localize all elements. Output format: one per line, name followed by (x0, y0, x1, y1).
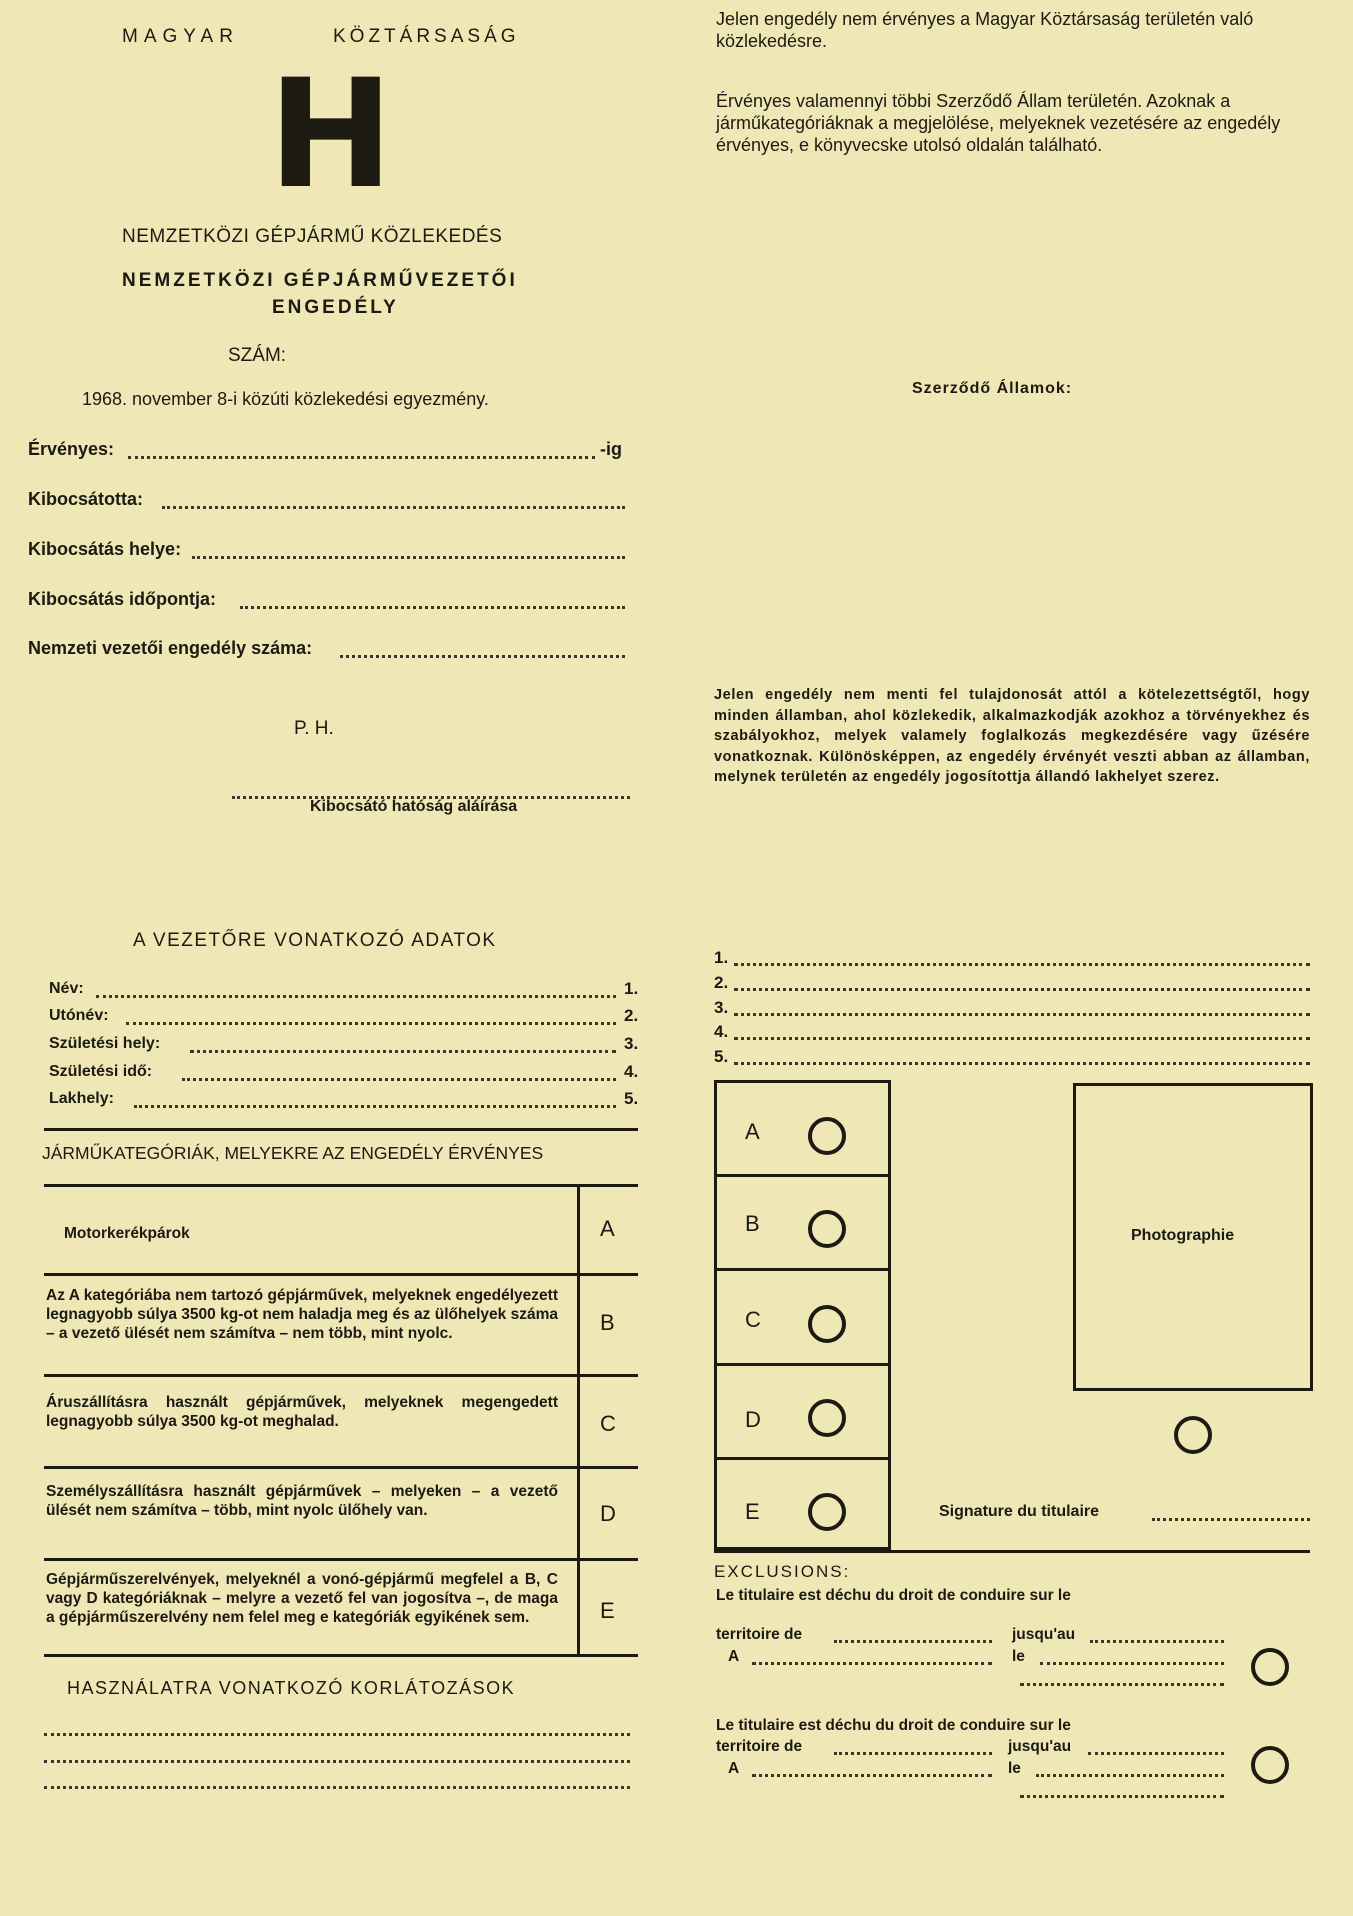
contracting-states-label: Szerződő Államok: (912, 380, 1073, 397)
stamp-circle-b[interactable] (808, 1210, 846, 1248)
holder-signature-dots[interactable] (1152, 1518, 1310, 1521)
exclusion-text-2: Le titulaire est déchu du droit de conduire sur le (716, 1717, 1071, 1734)
stamp-grid-rule-3 (717, 1363, 888, 1366)
numbered-line-4-dots[interactable] (734, 1037, 1310, 1040)
exclusion-1-a-label: A (728, 1648, 740, 1665)
category-a-letter: A (600, 1216, 615, 1241)
driver-field-residence: Lakhely: (49, 1090, 114, 1107)
exclusion-2-a-label: A (728, 1760, 740, 1777)
obligation-text: Jelen engedély nem menti fel tulajdonosát attól a kötelezettségtől, hogy minden államban, ahol közlekedik, alkalmazkodják azokhoz a törvényekhez és szabályokhoz, melyek valamely foglalkozás megkezdésére vagy űzésére vonatkoznak. Különösképpen, az engedély érvényét veszti abban az államban, melynek területén az engedély jogosítottja állandó lakhelyet szerez. (714, 687, 1310, 785)
numbered-line-4: 4. (714, 1022, 729, 1041)
driver-field-birthdate-dots[interactable] (182, 1078, 616, 1081)
issue-field-national-licence: Nemzeti vezetői engedély száma: (28, 638, 313, 658)
exclusion-1-territory-dots[interactable] (834, 1640, 992, 1643)
holder-signature-label: Signature du titulaire (939, 1503, 1100, 1520)
driver-field-birthdate-num: 4. (624, 1062, 639, 1081)
category-d-letter: D (600, 1501, 616, 1526)
convention-text: 1968. november 8-i közúti közlekedési egyezmény. (82, 389, 489, 409)
exclusions-title: EXCLUSIONS: (714, 1562, 851, 1581)
exclusion-2-until-dots[interactable] (1088, 1752, 1224, 1755)
issue-field-place-dots[interactable] (192, 556, 625, 559)
exclusion-2-extra-dots[interactable] (1020, 1795, 1224, 1798)
country-word-2: KÖZTÁRSASÁG (333, 26, 520, 47)
stamp-grid-rule-1 (717, 1174, 888, 1177)
validity-text-1: Jelen engedély nem érvényes a Magyar Köztársaság területén való közlekedésre. (716, 9, 1254, 51)
exclusion-1-territory-label: territoire de (716, 1626, 803, 1643)
issue-field-national-licence-dots[interactable] (340, 655, 625, 658)
category-c-letter: C (600, 1411, 616, 1436)
driver-field-birthplace: Születési hely: (49, 1035, 161, 1052)
restrictions-line-1[interactable] (44, 1733, 630, 1736)
exclusion-1-stamp-circle (1251, 1648, 1289, 1686)
issue-field-valid-dots[interactable] (128, 456, 595, 459)
category-rule-1 (44, 1273, 638, 1276)
issue-field-valid-suffix: -ig (600, 439, 622, 459)
country-word-1: MAGYAR (122, 26, 239, 47)
exclusion-text-1: Le titulaire est déchu du droit de conduire sur le (716, 1587, 1071, 1604)
category-rule-3 (44, 1466, 638, 1469)
restrictions-title: HASZNÁLATRA VONATKOZÓ KORLÁTOZÁSOK (67, 1678, 516, 1698)
issue-field-date: Kibocsátás időpontja: (28, 589, 217, 609)
numbered-line-5-dots[interactable] (734, 1062, 1310, 1065)
exclusion-2-a-dots[interactable] (752, 1774, 992, 1777)
exclusion-2-le-dots[interactable] (1036, 1774, 1224, 1777)
numbered-line-2-dots[interactable] (734, 988, 1310, 991)
exclusion-2-until-label: jusqu'au (1008, 1738, 1072, 1755)
stamp-circle-e[interactable] (808, 1493, 846, 1531)
numbered-line-3-dots[interactable] (734, 1013, 1310, 1016)
category-b-letter: B (600, 1310, 615, 1335)
category-d-text: Személyszállításra használt gépjárművek – melyeken – a vezető ülését nem számítva – több, mint nyolc ülőhely van. (46, 1483, 558, 1519)
categories-top-rule (44, 1128, 638, 1131)
numbered-line-2: 2. (714, 973, 729, 992)
category-rule-5 (44, 1654, 638, 1657)
exclusion-2-stamp-circle (1251, 1746, 1289, 1784)
exclusion-1-until-dots[interactable] (1090, 1640, 1224, 1643)
stamp-letter-d: D (745, 1407, 761, 1432)
stamp-circle-a[interactable] (808, 1117, 846, 1155)
stamp-letter-b: B (745, 1211, 760, 1236)
exclusion-1-until-label: jusqu'au (1012, 1626, 1076, 1643)
driver-field-firstname-dots[interactable] (126, 1022, 616, 1025)
driver-field-birthdate: Születési idő: (49, 1063, 153, 1080)
category-b-text: Az A kategóriába nem tartozó gépjárművek, melyeknek engedélyezett legnagyobb súlya 3500 kg-ot nem haladja meg és az ülőhelyek száma – a vezető ülését nem számítva – nem több, mint nyolc. (46, 1287, 558, 1342)
stamp-circle-c[interactable] (808, 1305, 846, 1343)
category-rule-4 (44, 1558, 638, 1561)
category-e-letter: E (600, 1598, 615, 1623)
permit-title-line-1: NEMZETKÖZI GÉPJÁRMŰVEZETŐI (122, 270, 518, 291)
stamp-circle-d[interactable] (808, 1399, 846, 1437)
exclusion-1-le-label: le (1012, 1648, 1025, 1665)
driver-section-title: A VEZETŐRE VONATKOZÓ ADATOK (133, 930, 497, 951)
driver-field-name-num: 1. (624, 979, 639, 998)
issue-field-valid: Érvényes: (28, 439, 115, 459)
country-letter: H (268, 48, 394, 222)
traffic-title: NEMZETKÖZI GÉPJÁRMŰ KÖZLEKEDÉS (122, 226, 503, 247)
numbered-line-5: 5. (714, 1047, 729, 1066)
exclusion-2-territory-dots[interactable] (834, 1752, 992, 1755)
exclusion-2-territory-label: territoire de (716, 1738, 803, 1755)
permit-title-line-2: ENGEDÉLY (272, 297, 399, 318)
issue-field-issuer-dots[interactable] (162, 506, 625, 509)
numbered-line-1: 1. (714, 948, 729, 967)
stamp-letter-e: E (745, 1499, 760, 1524)
category-a-text: Motorkerékpárok (64, 1225, 190, 1242)
stamp-letter-c: C (745, 1307, 761, 1332)
exclusion-1-le-dots[interactable] (1040, 1662, 1224, 1665)
driver-field-firstname: Utónév: (49, 1007, 109, 1024)
issuer-signature-label: Kibocsátó hatóság aláírása (310, 798, 518, 815)
category-rule-0 (44, 1184, 638, 1187)
stamp-grid-rule-4 (717, 1457, 888, 1460)
exclusion-1-extra-dots[interactable] (1020, 1683, 1224, 1686)
restrictions-line-3[interactable] (44, 1786, 630, 1789)
stamp-ph: P. H. (294, 718, 334, 739)
photograph-label: Photographie (1131, 1227, 1235, 1244)
stamp-grid-rule-2 (717, 1268, 888, 1271)
driver-field-residence-num: 5. (624, 1089, 639, 1108)
restrictions-line-2[interactable] (44, 1760, 630, 1763)
numbered-line-1-dots[interactable] (734, 963, 1310, 966)
category-rule-2 (44, 1374, 638, 1377)
issue-field-place: Kibocsátás helye: (28, 539, 182, 559)
exclusion-2-le-label: le (1008, 1760, 1021, 1777)
category-column-divider (577, 1184, 580, 1656)
permit-number-label: SZÁM: (228, 345, 287, 366)
issue-field-issuer: Kibocsátotta: (28, 489, 144, 509)
driver-field-firstname-num: 2. (624, 1006, 639, 1025)
category-c-text: Áruszállításra használt gépjárművek, melyeknek megengedett legnagyobb súlya 3500 kg-ot meghalad. (46, 1394, 558, 1430)
category-e-text: Gépjárműszerelvények, melyeknél a vonó-gépjármű megfelel a B, C vagy D kategóriáknak – melyre a vezető fel van jogosítva –, de maga a gépjárműszerelvény nem felel meg e kategóriák egyikének sem. (46, 1571, 558, 1626)
driver-field-birthplace-num: 3. (624, 1034, 639, 1053)
driver-field-residence-dots[interactable] (134, 1105, 616, 1108)
photo-stamp-circle (1174, 1416, 1212, 1454)
driver-field-birthplace-dots[interactable] (190, 1050, 616, 1053)
numbered-line-3: 3. (714, 998, 729, 1017)
issue-field-date-dots[interactable] (240, 606, 625, 609)
validity-text-2: Érvényes valamennyi többi Szerződő Állam területén. Azoknak a járműkategóriáknak a megjelölése, melyeknek vezetésére az engedély érvényes, e könyvecske utolsó oldalán található. (716, 91, 1281, 155)
stamp-letter-a: A (745, 1119, 760, 1144)
driver-field-name: Név: (49, 980, 84, 997)
exclusion-1-a-dots[interactable] (752, 1662, 992, 1665)
driver-field-name-dots[interactable] (96, 995, 616, 998)
category-stamp-grid (714, 1080, 891, 1550)
categories-section-title: JÁRMŰKATEGÓRIÁK, MELYEKRE AZ ENGEDÉLY ÉRVÉNYES (42, 1143, 544, 1163)
exclusions-rule (714, 1550, 1310, 1553)
